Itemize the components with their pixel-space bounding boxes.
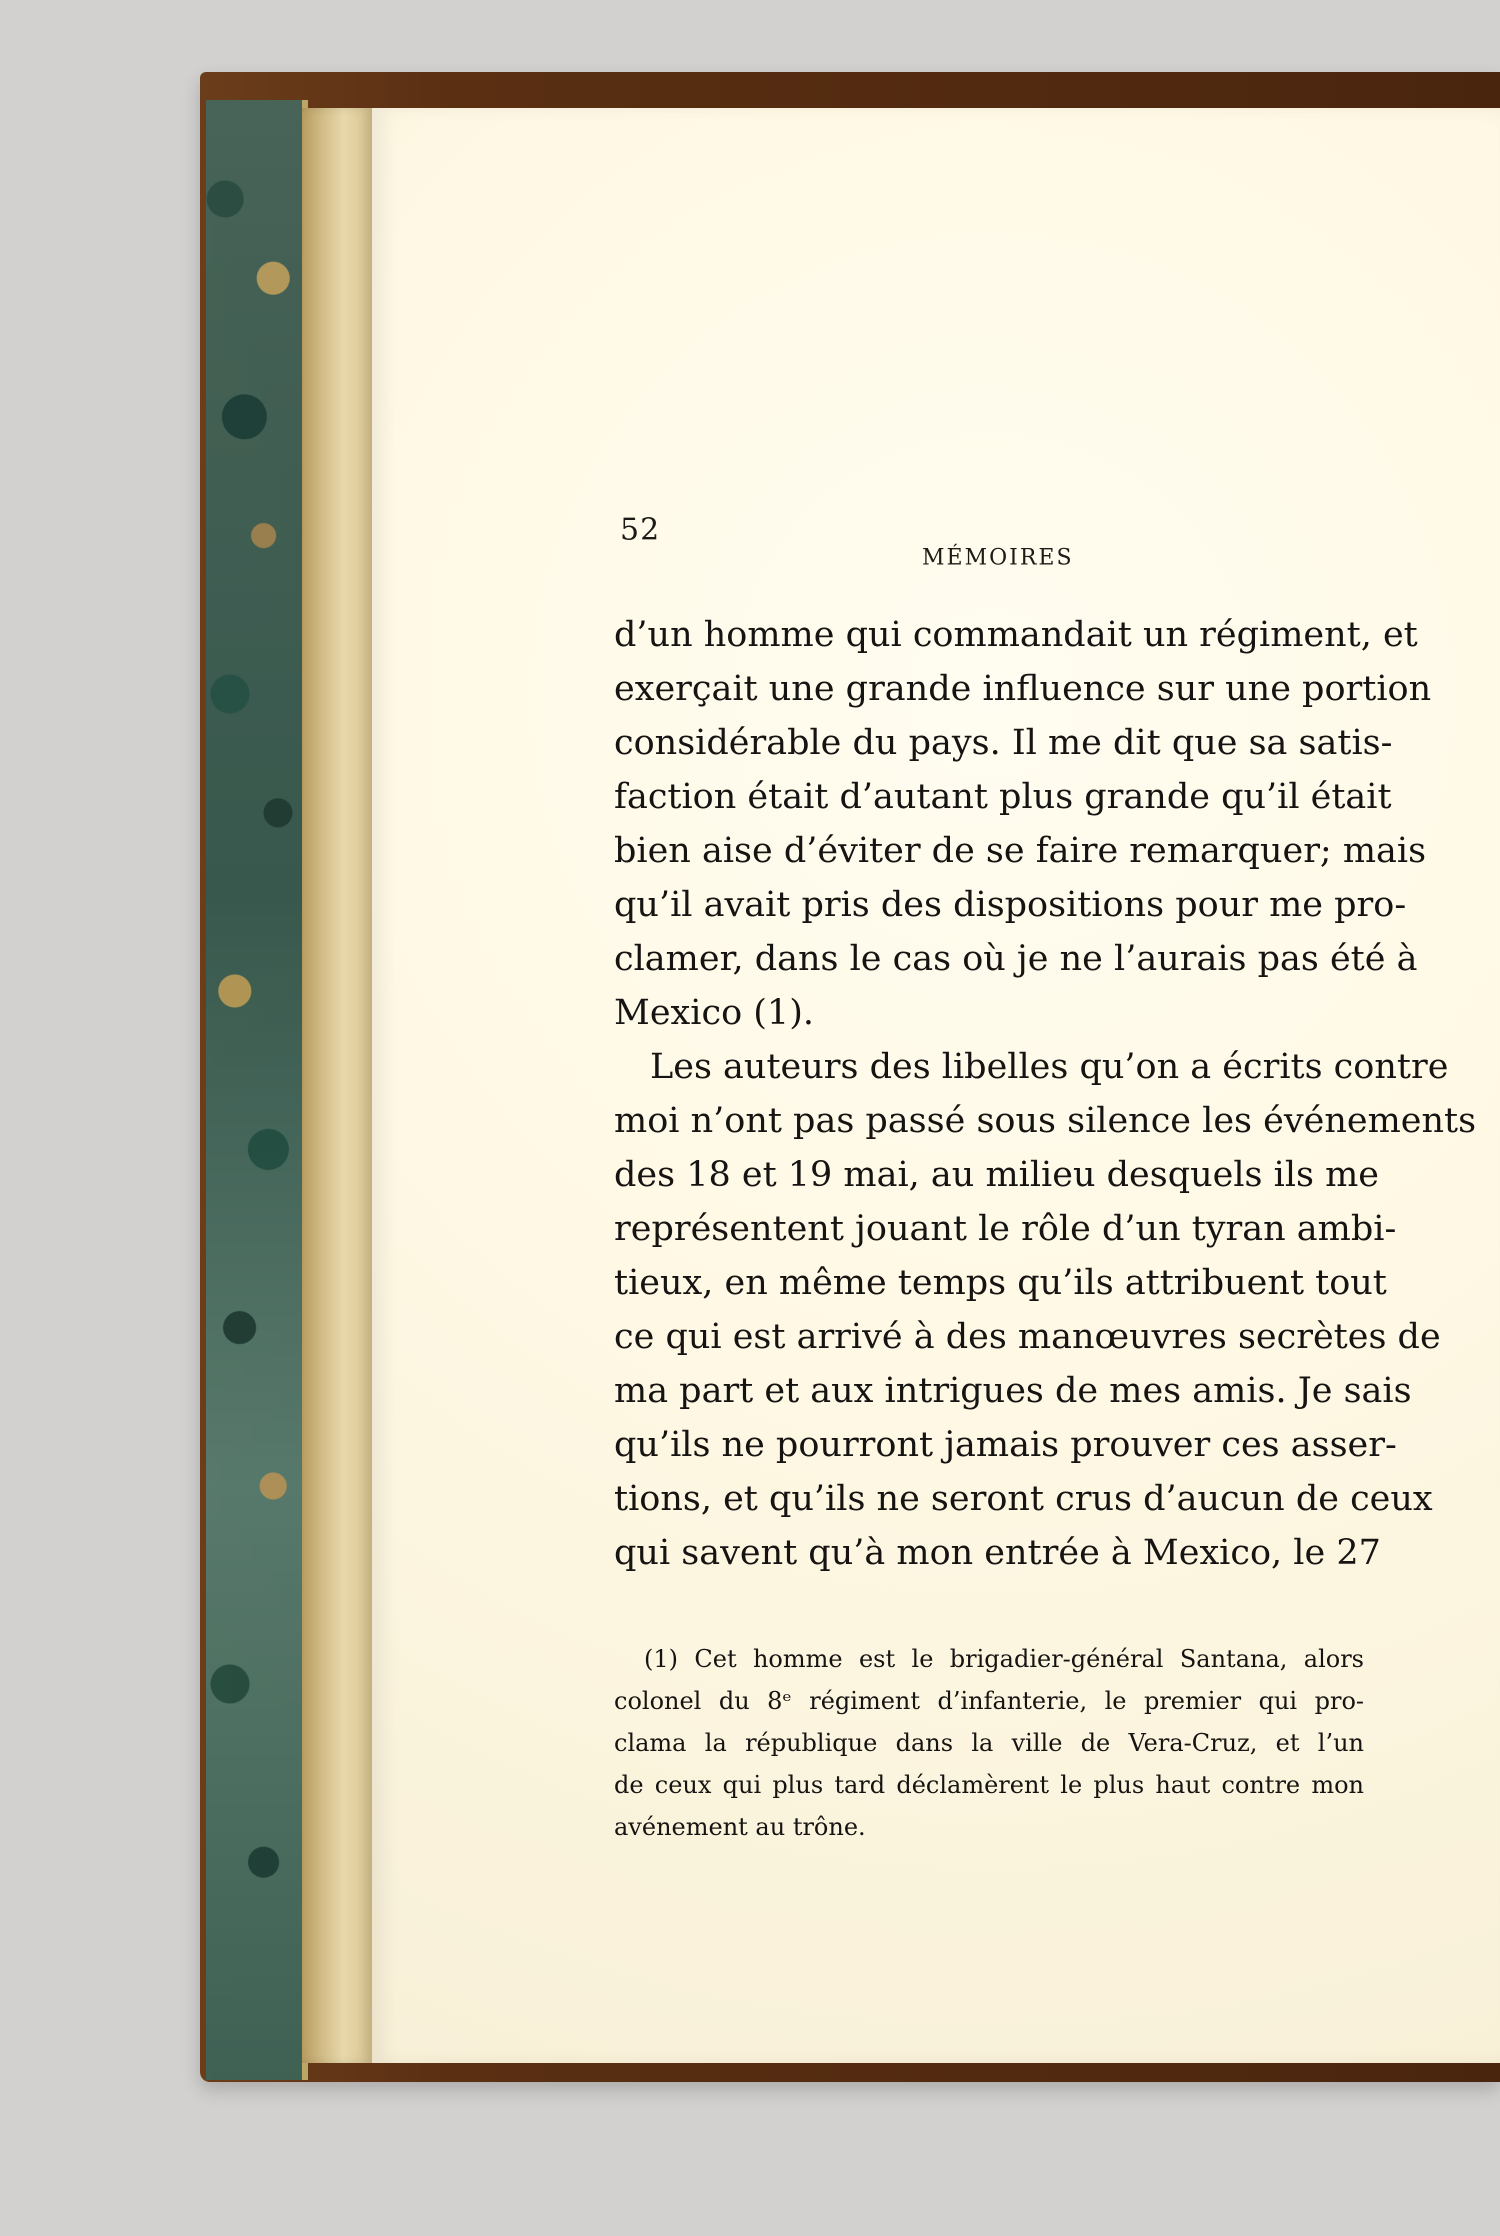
body-line: tieux, en même temps qu’ils attribuent tout <box>614 1263 1387 1303</box>
body-line: représentent jouant le rôle d’un tyran ambi- <box>614 1209 1397 1249</box>
page-stack-edge <box>302 108 372 2063</box>
body-line: qu’ils ne pourront jamais prouver ces asser- <box>614 1425 1397 1465</box>
body-line: considérable du pays. Il me dit que sa satis- <box>614 723 1393 763</box>
body-line: tions, et qu’ils ne seront crus d’aucun de ceux <box>614 1479 1433 1519</box>
body-line: bien aise d’éviter de se faire remarquer; mais <box>614 831 1427 871</box>
body-line: moi n’ont pas passé sous silence les événements <box>614 1101 1477 1141</box>
body-line: Mexico (1). <box>614 993 814 1033</box>
body-line: des 18 et 19 mai, au milieu desquels ils me <box>614 1155 1380 1195</box>
body-line: faction était d’autant plus grande qu’il était <box>614 777 1392 817</box>
page-number: 52 <box>620 512 661 548</box>
footnote-line: de ceux qui plus tard déclamèrent le plus haut contre mon <box>614 1771 1364 1799</box>
footnote <box>614 1638 1364 1848</box>
footnote-line: (1) Cet homme est le brigadier-général Santana, alors <box>644 1645 1364 1673</box>
body-line: qui savent qu’à mon entrée à Mexico, le 27 <box>614 1533 1381 1573</box>
body-line: exerçait une grande influence sur une portion <box>614 669 1432 709</box>
footnote-line: avénement au trône. <box>614 1813 866 1841</box>
body-line: qu’il avait pris des dispositions pour me pro- <box>614 885 1407 925</box>
book-page <box>372 108 1500 2063</box>
footnote-line: colonel du 8ᵉ régiment d’infanterie, le premier qui pro- <box>614 1687 1364 1715</box>
body-line: Les auteurs des libelles qu’on a écrits contre <box>650 1047 1449 1087</box>
body-line: clamer, dans le cas où je ne l’aurais pas été à <box>614 939 1418 979</box>
body-line: ce qui est arrivé à des manœuvres secrètes de <box>614 1317 1441 1357</box>
body-line: d’un homme qui commandait un régiment, et <box>614 615 1418 655</box>
body-text <box>614 608 1477 1580</box>
body-line: ma part et aux intrigues de mes amis. Je sais <box>614 1371 1412 1411</box>
footnote-line: clama la république dans la ville de Vera-Cruz, et l’un <box>614 1729 1364 1757</box>
running-title: MÉMOIRES <box>922 545 1074 571</box>
marbled-endpaper <box>206 100 308 2080</box>
